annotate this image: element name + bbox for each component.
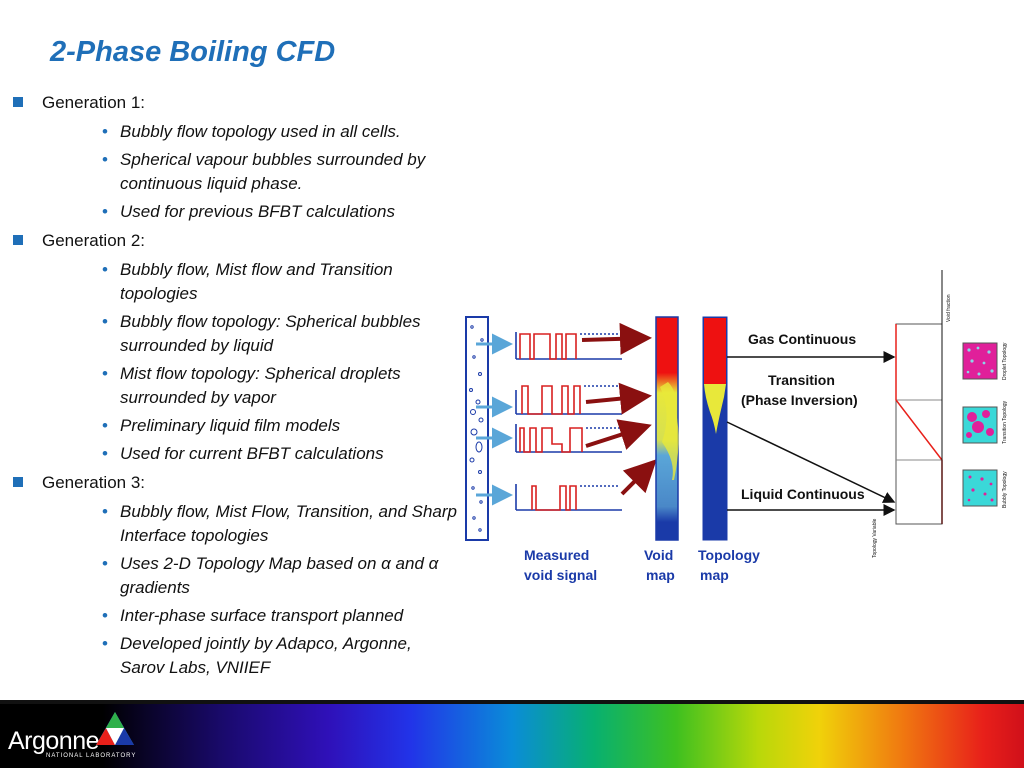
square-bullet-icon xyxy=(13,477,23,487)
footer-band xyxy=(0,700,1024,768)
void-signals xyxy=(516,332,622,510)
generation-3 xyxy=(12,472,462,494)
void-arrow xyxy=(582,338,648,340)
square-bullet-icon xyxy=(13,97,23,107)
label-transition: Transition xyxy=(768,372,835,388)
square-bullet-icon xyxy=(13,235,23,245)
generation-2-items xyxy=(12,258,462,466)
list-item: • Used for previous BFBT calculations xyxy=(120,200,460,224)
generation-2 xyxy=(12,230,462,252)
generation-3-items xyxy=(12,500,462,680)
list-item: • Developed jointly by Adapco, Argonne, Sarov Labs, VNIIEF xyxy=(102,634,412,677)
dot-bullet-icon: • xyxy=(102,260,108,279)
generation-2-label: Generation 2: xyxy=(42,231,146,250)
footer-divider xyxy=(0,700,1024,704)
list-item: • Uses 2-D Topology Map based on α and α gradients xyxy=(102,554,439,597)
list-item: • Inter-phase surface transport planned xyxy=(120,604,460,628)
argonne-logo-subtitle: NATIONAL LABORATORY xyxy=(46,753,137,759)
bubbly-topology-icon xyxy=(963,470,1008,508)
generation-1-items xyxy=(12,120,462,224)
label-void-signal: void signal xyxy=(524,567,598,583)
dot-bullet-icon: • xyxy=(102,364,108,383)
label-phase-inversion: (Phase Inversion) xyxy=(741,392,858,408)
dot-bullet-icon: • xyxy=(102,122,108,141)
list-item: • Preliminary liquid film models xyxy=(120,414,460,438)
void-arrow xyxy=(586,396,648,402)
dot-bullet-icon: • xyxy=(102,202,108,221)
void-arrow xyxy=(586,426,648,446)
label-topology-map: map xyxy=(700,567,729,583)
list-item: • Spherical vapour bubbles surrounded by continuous liquid phase. xyxy=(102,150,426,193)
measured-pipe xyxy=(466,317,488,540)
list-item: • Used for current BFBT calculations xyxy=(120,442,460,466)
generation-1 xyxy=(12,92,462,114)
label-void: Void xyxy=(644,547,674,563)
list-item: • Bubbly flow topology used in all cells. xyxy=(120,120,460,144)
label-void-map: map xyxy=(646,567,675,583)
svg-text:Bubbly Topology: Bubbly Topology xyxy=(1002,471,1008,508)
label-topology: Topology xyxy=(698,547,760,563)
label-measured: Measured xyxy=(524,547,590,563)
void-arrows xyxy=(582,338,654,494)
dot-bullet-icon: • xyxy=(102,554,108,573)
generation-3-label: Generation 3: xyxy=(42,473,146,492)
dot-bullet-icon: • xyxy=(102,634,108,653)
list-item: • Bubbly flow, Mist Flow, Transition, and Sharp Interface topologies xyxy=(102,502,458,545)
label-gas-continuous: Gas Continuous xyxy=(748,331,857,347)
axis-label-topology-variable: Topology Variable xyxy=(872,518,878,558)
signal-trace-4 xyxy=(516,484,622,510)
void-arrow xyxy=(622,462,654,494)
slide-title: 2-Phase Boiling CFD xyxy=(50,36,336,68)
bullet-content xyxy=(12,92,462,686)
dot-bullet-icon: • xyxy=(102,606,108,625)
list-item: • Bubbly flow topology: Spherical bubbles surrounded by liquid xyxy=(102,312,421,355)
dot-bullet-icon: • xyxy=(102,502,108,521)
axis-label-void-fraction: Void fraction xyxy=(946,294,952,322)
dot-bullet-icon: • xyxy=(102,150,108,169)
list-item: • Mist flow topology: Spherical droplets surrounded by vapor xyxy=(102,364,401,407)
transition-topology-icon xyxy=(963,400,1008,444)
signal-trace-1 xyxy=(516,332,622,359)
svg-text:Transition Topology: Transition Topology xyxy=(1002,400,1008,444)
svg-text:Droplet Topology: Droplet Topology xyxy=(1002,342,1008,380)
argonne-logo-icon xyxy=(94,710,136,748)
argonne-logo-text: Argonne xyxy=(8,727,100,755)
droplet-topology-icon xyxy=(963,342,1008,380)
topology-diagram xyxy=(462,262,1024,602)
list-item: • Bubbly flow, Mist flow and Transition topologies xyxy=(102,260,393,303)
label-liquid-continuous: Liquid Continuous xyxy=(741,486,865,502)
dot-bullet-icon: • xyxy=(102,416,108,435)
generation-1-label: Generation 1: xyxy=(42,93,146,112)
dot-bullet-icon: • xyxy=(102,312,108,331)
dot-bullet-icon: • xyxy=(102,444,108,463)
topology-chart xyxy=(872,270,952,558)
